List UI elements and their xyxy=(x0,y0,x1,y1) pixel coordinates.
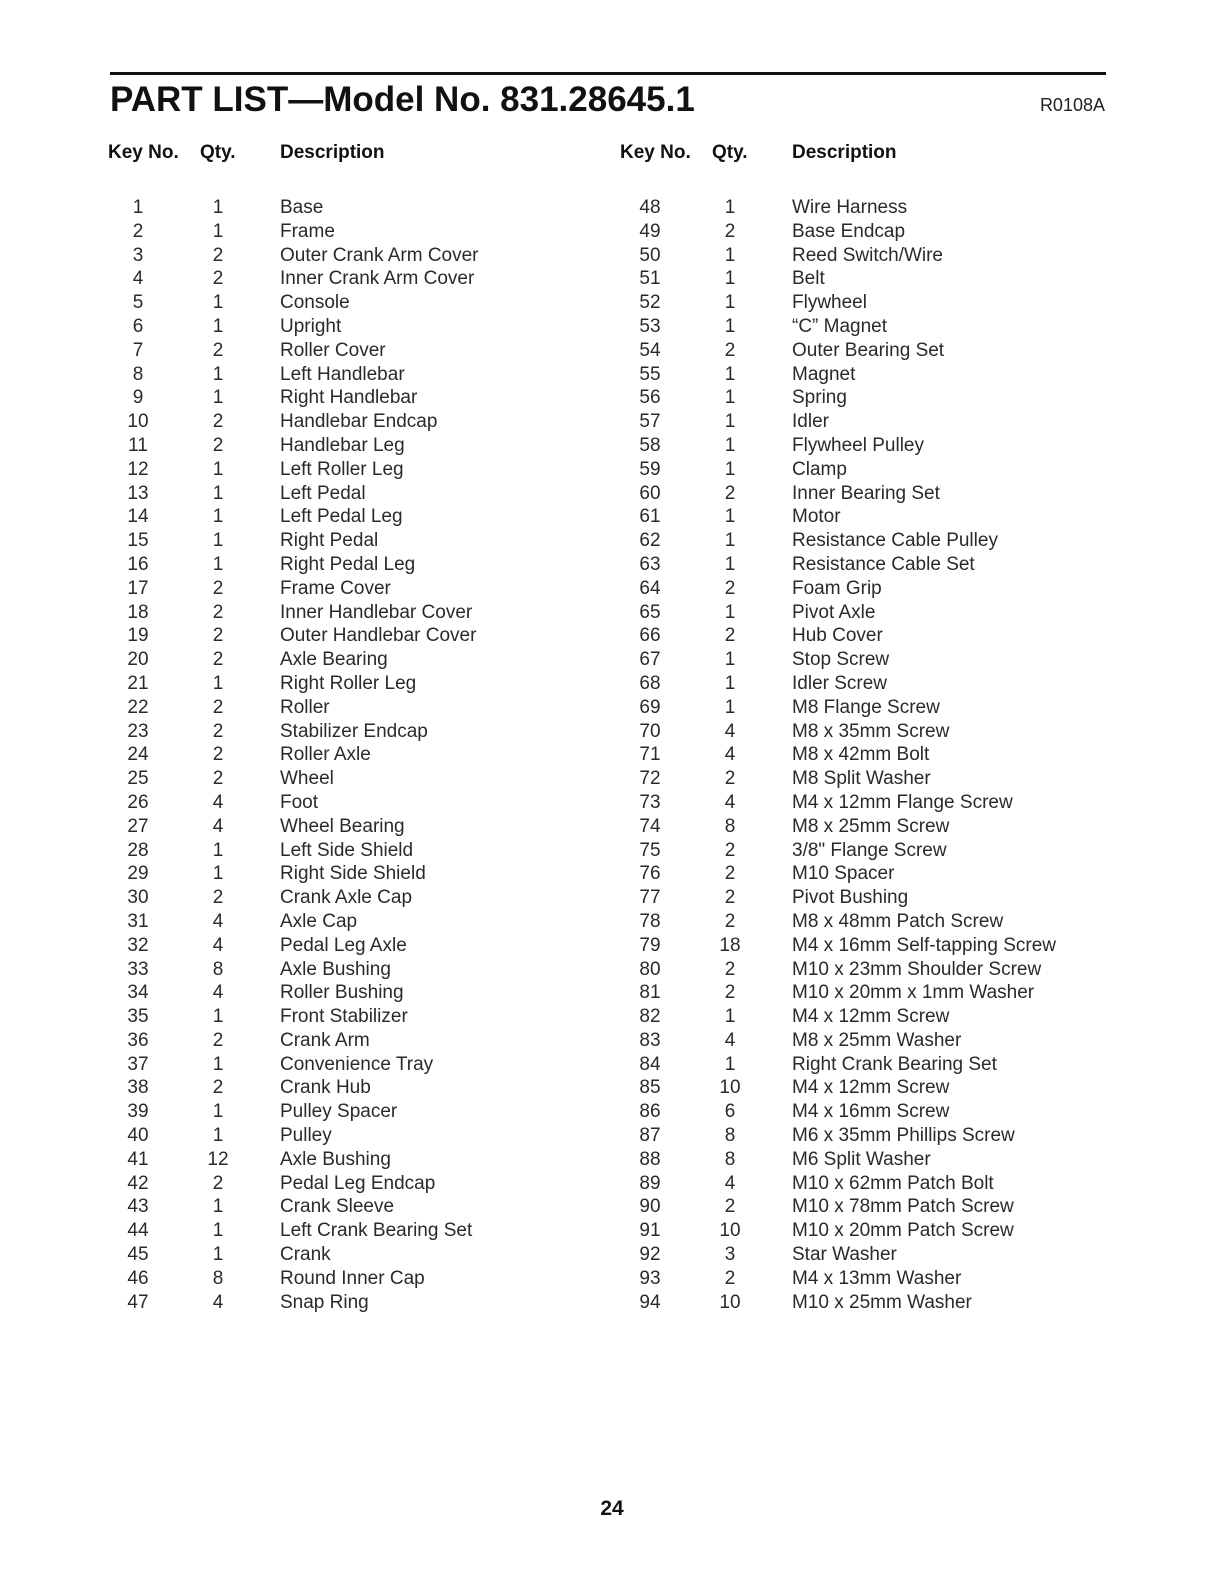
part-description: Handlebar Leg xyxy=(280,434,405,456)
part-key-no: 71 xyxy=(639,744,661,766)
part-qty: 2 xyxy=(212,768,224,790)
part-key-no: 9 xyxy=(132,387,144,409)
part-description: Right Pedal xyxy=(280,530,379,552)
part-description: Stop Screw xyxy=(792,649,890,671)
part-qty: 2 xyxy=(212,268,224,290)
part-description: M4 x 16mm Self-tapping Screw xyxy=(792,934,1056,956)
part-key-no: 28 xyxy=(127,839,149,861)
part-description: Roller Bushing xyxy=(280,982,404,1004)
header-description: Description xyxy=(280,142,385,163)
part-qty: 1 xyxy=(724,244,736,266)
part-key-no: 38 xyxy=(127,1077,149,1099)
part-description: Magnet xyxy=(792,363,856,385)
part-qty: 1 xyxy=(724,530,736,552)
part-key-no: 58 xyxy=(639,434,661,456)
part-description: M4 x 16mm Screw xyxy=(792,1101,950,1123)
part-qty: 2 xyxy=(724,339,736,361)
part-description: M8 x 35mm Screw xyxy=(792,720,950,742)
part-qty: 2 xyxy=(212,1029,224,1051)
part-description: Crank xyxy=(280,1244,331,1266)
part-qty: 1 xyxy=(212,1196,224,1218)
part-key-no: 90 xyxy=(639,1196,661,1218)
part-description: Foam Grip xyxy=(792,577,882,599)
part-description: Left Handlebar xyxy=(280,363,405,385)
part-qty: 1 xyxy=(212,1244,224,1266)
part-key-no: 1 xyxy=(132,197,144,218)
part-key-no: 60 xyxy=(639,482,661,504)
part-description: Console xyxy=(280,292,350,314)
part-qty: 4 xyxy=(724,720,736,742)
part-qty: 1 xyxy=(724,672,736,694)
part-description: Right Crank Bearing Set xyxy=(792,1053,997,1075)
part-key-no: 6 xyxy=(132,315,144,337)
part-key-no: 27 xyxy=(127,815,149,837)
part-key-no: 84 xyxy=(639,1053,661,1075)
part-key-no: 85 xyxy=(639,1077,661,1099)
part-qty: 1 xyxy=(724,387,736,409)
part-key-no: 3 xyxy=(132,244,144,266)
part-description: Frame Cover xyxy=(280,577,391,599)
part-qty: 1 xyxy=(212,530,224,552)
part-key-no: 19 xyxy=(127,625,149,647)
part-description: Crank Sleeve xyxy=(280,1196,395,1218)
part-qty: 18 xyxy=(719,934,741,956)
part-description: M10 x 23mm Shoulder Screw xyxy=(792,958,1042,980)
part-key-no: 23 xyxy=(127,720,149,742)
part-qty: 4 xyxy=(212,934,224,956)
page-title: PART LIST—Model No. 831.28645.1 xyxy=(110,80,695,119)
part-key-no: 15 xyxy=(127,530,149,552)
part-qty: 4 xyxy=(212,910,224,932)
part-key-no: 65 xyxy=(639,601,661,623)
part-key-no: 45 xyxy=(127,1244,149,1266)
title-rule xyxy=(110,72,1106,75)
part-key-no: 54 xyxy=(639,339,661,361)
part-key-no: 25 xyxy=(127,768,149,790)
part-description: Roller xyxy=(280,696,330,718)
part-key-no: 93 xyxy=(639,1267,661,1289)
part-qty: 1 xyxy=(212,1220,224,1242)
part-qty: 2 xyxy=(724,482,736,504)
part-description: Handlebar Endcap xyxy=(280,411,438,433)
part-qty: 6 xyxy=(724,1101,736,1123)
part-key-no: 74 xyxy=(639,815,661,837)
part-key-no: 61 xyxy=(639,506,661,528)
part-qty: 2 xyxy=(212,720,224,742)
part-key-no: 26 xyxy=(127,791,149,813)
part-key-no: 41 xyxy=(127,1148,149,1170)
part-description: Upright xyxy=(280,315,342,337)
part-qty: 2 xyxy=(724,577,736,599)
part-key-no: 34 xyxy=(127,982,149,1004)
part-key-no: 31 xyxy=(127,910,149,932)
part-description: Idler xyxy=(792,411,829,433)
part-qty: 1 xyxy=(724,268,736,290)
part-description: Reed Switch/Wire xyxy=(792,244,943,266)
part-description: Crank Axle Cap xyxy=(280,887,413,909)
part-key-no: 82 xyxy=(639,1006,661,1028)
part-qty: 1 xyxy=(212,292,224,314)
part-key-no: 86 xyxy=(639,1101,661,1123)
part-description: M6 Split Washer xyxy=(792,1148,931,1170)
part-description: Axle Cap xyxy=(280,910,358,932)
part-key-no: 73 xyxy=(639,791,661,813)
part-qty: 1 xyxy=(724,363,736,385)
part-key-no: 67 xyxy=(639,649,661,671)
part-key-no: 57 xyxy=(639,411,661,433)
part-qty: 1 xyxy=(724,434,736,456)
part-key-no: 33 xyxy=(127,958,149,980)
part-qty: 2 xyxy=(724,839,736,861)
part-description: Left Side Shield xyxy=(280,839,414,861)
part-description: Outer Bearing Set xyxy=(792,339,945,361)
part-qty: 1 xyxy=(212,458,224,480)
part-qty: 1 xyxy=(724,292,736,314)
part-qty: 4 xyxy=(212,1291,224,1313)
part-qty: 2 xyxy=(724,768,736,790)
part-key-no: 7 xyxy=(132,339,144,361)
part-description: Pedal Leg Endcap xyxy=(280,1172,436,1194)
part-description: M6 x 35mm Phillips Screw xyxy=(792,1125,1015,1147)
part-key-no: 35 xyxy=(127,1006,149,1028)
part-description: M4 x 12mm Flange Screw xyxy=(792,791,1013,813)
part-key-no: 11 xyxy=(128,434,148,456)
part-description: Stabilizer Endcap xyxy=(280,720,428,742)
part-description: Outer Crank Arm Cover xyxy=(280,244,479,266)
part-description: Base xyxy=(280,197,324,218)
part-description: Right Pedal Leg xyxy=(280,553,416,575)
part-qty: 4 xyxy=(724,791,736,813)
part-description: Pulley xyxy=(280,1125,332,1147)
part-key-no: 83 xyxy=(639,1029,661,1051)
part-key-no: 52 xyxy=(639,292,661,314)
part-description: Inner Bearing Set xyxy=(792,482,940,504)
header-description: Description xyxy=(792,142,897,163)
part-qty: 1 xyxy=(212,1125,224,1147)
part-qty: 3 xyxy=(724,1244,736,1266)
part-key-no: 50 xyxy=(639,244,661,266)
part-qty: 2 xyxy=(212,434,224,456)
part-key-no: 87 xyxy=(639,1125,661,1147)
part-qty: 1 xyxy=(212,553,224,575)
header-qty: Qty. xyxy=(200,142,236,163)
part-key-no: 49 xyxy=(639,220,661,242)
part-description: M4 x 12mm Screw xyxy=(792,1077,950,1099)
part-description: M8 Split Washer xyxy=(792,768,931,790)
part-description: Pedal Leg Axle xyxy=(280,934,407,956)
part-qty: 8 xyxy=(212,958,224,980)
part-description: Crank Arm xyxy=(280,1029,370,1051)
part-qty: 2 xyxy=(212,339,224,361)
part-key-no: 80 xyxy=(639,958,661,980)
part-qty: 2 xyxy=(212,649,224,671)
part-qty: 2 xyxy=(212,1172,224,1194)
part-description: M10 x 78mm Patch Screw xyxy=(792,1196,1014,1218)
part-description: Wheel xyxy=(280,768,334,790)
part-description: Pivot Axle xyxy=(792,601,876,623)
part-description: Right Side Shield xyxy=(280,863,426,885)
part-key-no: 4 xyxy=(132,268,144,290)
part-key-no: 32 xyxy=(127,934,149,956)
part-description: M10 x 20mm Patch Screw xyxy=(792,1220,1014,1242)
part-description: Resistance Cable Pulley xyxy=(792,530,998,552)
part-description: Left Roller Leg xyxy=(280,458,404,480)
part-qty: 2 xyxy=(212,601,224,623)
part-key-no: 44 xyxy=(127,1220,149,1242)
part-key-no: 46 xyxy=(127,1267,149,1289)
part-qty: 1 xyxy=(724,1006,736,1028)
part-qty: 1 xyxy=(724,506,736,528)
part-key-no: 64 xyxy=(639,577,661,599)
part-description: Flywheel Pulley xyxy=(792,434,924,456)
part-qty: 2 xyxy=(212,244,224,266)
part-key-no: 8 xyxy=(132,363,144,385)
part-key-no: 14 xyxy=(127,506,149,528)
part-qty: 2 xyxy=(724,863,736,885)
part-qty: 1 xyxy=(724,197,736,218)
part-description: Flywheel xyxy=(792,292,867,314)
header-qty: Qty. xyxy=(712,142,748,163)
part-key-no: 78 xyxy=(639,910,661,932)
part-key-no: 20 xyxy=(127,649,149,671)
part-description: Wire Harness xyxy=(792,197,908,218)
part-qty: 8 xyxy=(724,815,736,837)
part-description: Base Endcap xyxy=(792,220,906,242)
part-key-no: 88 xyxy=(639,1148,661,1170)
part-qty: 1 xyxy=(212,1053,224,1075)
part-key-no: 40 xyxy=(127,1125,149,1147)
part-qty: 2 xyxy=(212,744,224,766)
part-qty: 4 xyxy=(724,1172,736,1194)
part-key-no: 21 xyxy=(127,672,149,694)
part-description: M8 x 42mm Bolt xyxy=(792,744,930,766)
part-qty: 1 xyxy=(212,839,224,861)
part-qty: 1 xyxy=(724,601,736,623)
part-key-no: 79 xyxy=(639,934,661,956)
part-description: Front Stabilizer xyxy=(280,1006,408,1028)
part-key-no: 53 xyxy=(639,315,661,337)
part-description: Idler Screw xyxy=(792,672,888,694)
part-key-no: 17 xyxy=(127,577,149,599)
part-key-no: 51 xyxy=(639,268,661,290)
part-key-no: 10 xyxy=(127,411,149,433)
part-description: Inner Crank Arm Cover xyxy=(280,268,475,290)
part-description: Foot xyxy=(280,791,319,813)
part-qty: 1 xyxy=(724,553,736,575)
part-description: Pivot Bushing xyxy=(792,887,909,909)
part-description: M8 x 48mm Patch Screw xyxy=(792,910,1004,932)
part-key-no: 24 xyxy=(127,744,149,766)
part-description: Convenience Tray xyxy=(280,1053,434,1075)
part-description: Right Roller Leg xyxy=(280,672,417,694)
part-key-no: 37 xyxy=(127,1053,149,1075)
part-key-no: 42 xyxy=(127,1172,149,1194)
part-description: Resistance Cable Set xyxy=(792,553,975,575)
part-qty: 2 xyxy=(212,625,224,647)
part-qty: 2 xyxy=(724,958,736,980)
part-qty: 1 xyxy=(724,315,736,337)
part-qty: 12 xyxy=(207,1148,229,1170)
part-key-no: 77 xyxy=(639,887,661,909)
part-key-no: 2 xyxy=(132,220,144,242)
part-description: Spring xyxy=(792,387,847,409)
part-key-no: 75 xyxy=(639,839,661,861)
part-key-no: 13 xyxy=(127,482,149,504)
part-description: M8 Flange Screw xyxy=(792,696,940,718)
part-key-no: 81 xyxy=(639,982,661,1004)
part-qty: 2 xyxy=(724,1196,736,1218)
part-description: Wheel Bearing xyxy=(280,815,405,837)
part-qty: 2 xyxy=(724,1267,736,1289)
part-qty: 4 xyxy=(212,815,224,837)
part-key-no: 56 xyxy=(639,387,661,409)
part-key-no: 92 xyxy=(639,1244,661,1266)
part-key-no: 70 xyxy=(639,720,661,742)
part-description: M8 x 25mm Washer xyxy=(792,1029,962,1051)
part-key-no: 29 xyxy=(127,863,149,885)
part-qty: 1 xyxy=(212,387,224,409)
part-description: Belt xyxy=(792,268,825,290)
part-description: M4 x 13mm Washer xyxy=(792,1267,962,1289)
part-key-no: 63 xyxy=(639,553,661,575)
part-description: Crank Hub xyxy=(280,1077,371,1099)
part-description: “C” Magnet xyxy=(792,315,888,337)
part-description: M4 x 12mm Screw xyxy=(792,1006,950,1028)
part-qty: 1 xyxy=(212,1006,224,1028)
part-key-no: 22 xyxy=(127,696,149,718)
part-qty: 2 xyxy=(724,625,736,647)
part-qty: 2 xyxy=(212,696,224,718)
part-qty: 4 xyxy=(724,1029,736,1051)
part-key-no: 66 xyxy=(639,625,661,647)
page-number: 24 xyxy=(600,1497,624,1520)
part-qty: 1 xyxy=(212,482,224,504)
part-qty: 1 xyxy=(212,197,224,218)
part-qty: 2 xyxy=(724,910,736,932)
part-description: Hub Cover xyxy=(792,625,883,647)
part-qty: 4 xyxy=(212,791,224,813)
part-description: Right Handlebar xyxy=(280,387,418,409)
part-qty: 1 xyxy=(724,696,736,718)
part-qty: 1 xyxy=(212,863,224,885)
document-code: R0108A xyxy=(1039,95,1105,115)
part-qty: 1 xyxy=(212,315,224,337)
part-qty: 2 xyxy=(724,887,736,909)
part-qty: 1 xyxy=(724,1053,736,1075)
part-qty: 2 xyxy=(212,411,224,433)
part-description: Motor xyxy=(792,506,841,528)
part-description: Left Crank Bearing Set xyxy=(280,1220,473,1242)
part-key-no: 94 xyxy=(639,1291,661,1313)
part-description: M10 x 62mm Patch Bolt xyxy=(792,1172,994,1194)
part-qty: 1 xyxy=(212,363,224,385)
part-description: Snap Ring xyxy=(280,1291,369,1313)
part-key-no: 76 xyxy=(639,863,661,885)
part-description: M10 x 20mm x 1mm Washer xyxy=(792,982,1035,1004)
part-qty: 2 xyxy=(724,982,736,1004)
part-key-no: 55 xyxy=(639,363,661,385)
part-qty: 4 xyxy=(724,744,736,766)
part-key-no: 39 xyxy=(127,1101,149,1123)
part-description: Axle Bearing xyxy=(280,649,388,671)
part-description: Axle Bushing xyxy=(280,958,391,980)
part-description: Outer Handlebar Cover xyxy=(280,625,477,647)
part-qty: 10 xyxy=(719,1291,741,1313)
part-description: Axle Bushing xyxy=(280,1148,391,1170)
part-qty: 8 xyxy=(212,1267,224,1289)
part-key-no: 69 xyxy=(639,696,661,718)
part-qty: 1 xyxy=(724,411,736,433)
part-description: Clamp xyxy=(792,458,847,480)
part-description: Left Pedal xyxy=(280,482,366,504)
part-qty: 1 xyxy=(212,220,224,242)
part-qty: 4 xyxy=(212,982,224,1004)
part-description: M10 Spacer xyxy=(792,863,895,885)
part-key-no: 5 xyxy=(132,292,144,314)
part-qty: 1 xyxy=(212,1101,224,1123)
part-description: Roller Cover xyxy=(280,339,386,361)
part-key-no: 18 xyxy=(127,601,149,623)
part-description: Pulley Spacer xyxy=(280,1101,398,1123)
part-key-no: 89 xyxy=(639,1172,661,1194)
part-description: Star Washer xyxy=(792,1244,897,1266)
part-qty: 2 xyxy=(212,577,224,599)
part-qty: 2 xyxy=(212,887,224,909)
part-key-no: 62 xyxy=(639,530,661,552)
part-key-no: 43 xyxy=(127,1196,149,1218)
part-qty: 1 xyxy=(724,458,736,480)
part-description: M10 x 25mm Washer xyxy=(792,1291,972,1313)
part-qty: 1 xyxy=(212,506,224,528)
header-key-no: Key No. xyxy=(108,142,179,163)
part-qty: 2 xyxy=(724,220,736,242)
part-qty: 10 xyxy=(719,1220,741,1242)
part-description: Frame xyxy=(280,220,335,242)
part-key-no: 72 xyxy=(639,768,661,790)
part-key-no: 36 xyxy=(127,1029,149,1051)
part-qty: 2 xyxy=(212,1077,224,1099)
part-description: Roller Axle xyxy=(280,744,371,766)
part-qty: 8 xyxy=(724,1148,736,1170)
part-qty: 1 xyxy=(724,649,736,671)
part-description: 3/8" Flange Screw xyxy=(792,839,947,861)
part-key-no: 47 xyxy=(127,1291,149,1313)
part-description: Round Inner Cap xyxy=(280,1267,425,1289)
part-description: Inner Handlebar Cover xyxy=(280,601,473,623)
part-key-no: 16 xyxy=(127,553,149,575)
part-description: M8 x 25mm Screw xyxy=(792,815,950,837)
part-key-no: 30 xyxy=(127,887,149,909)
header-key-no: Key No. xyxy=(620,142,691,163)
part-qty: 8 xyxy=(724,1125,736,1147)
part-key-no: 59 xyxy=(639,458,661,480)
part-key-no: 12 xyxy=(127,458,149,480)
part-key-no: 68 xyxy=(639,672,661,694)
part-key-no: 48 xyxy=(639,197,661,218)
part-qty: 1 xyxy=(212,672,224,694)
part-qty: 10 xyxy=(719,1077,741,1099)
part-key-no: 91 xyxy=(639,1220,661,1242)
part-description: Left Pedal Leg xyxy=(280,506,403,528)
